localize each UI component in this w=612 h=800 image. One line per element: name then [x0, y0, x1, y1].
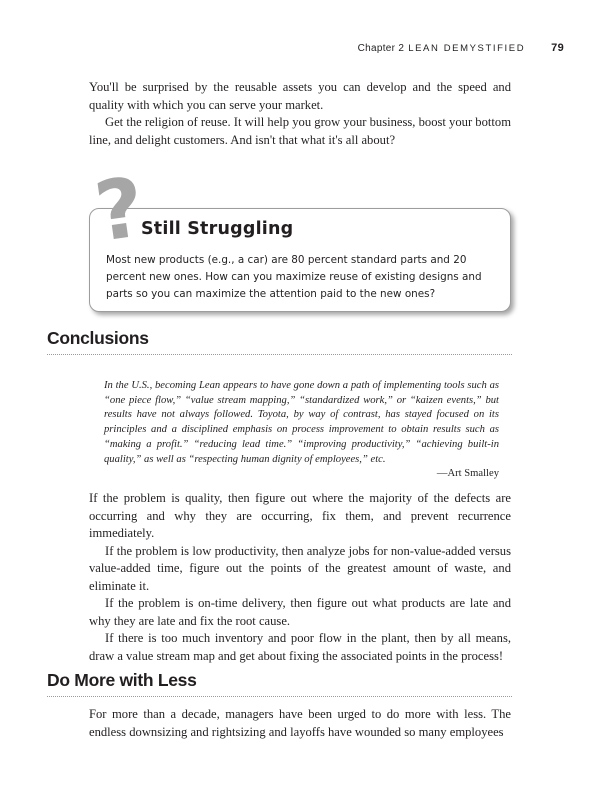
- quote-text: In the U.S., becoming Lean appears to have gone down a path of implementing tools such as “one piece flow,” “value stream mapping,” “standardized work,” or “kaizen events,” but results have not always followed. Toyota, by way of contrast, has stayed focused on its principles and a disciplined emphasis on process improvement to obtain results such as “making a profit.” “reducing lead time.” “improving productivity,” “achieving built-in quality,” as well as “respecting human dignity of employees,” etc.: [104, 380, 499, 465]
- still-struggling-title: Still Struggling: [141, 219, 294, 239]
- do-more-paragraph: For more than a decade, managers have been urged to do more with less. The endless downsizing and rightsizing and layoffs have wounded so many employees: [89, 707, 511, 739]
- still-struggling-body: Most new products (e.g., a car) are 80 percent standard parts and 20 percent new ones. How can you maximize reuse of existing designs and parts so you can maximize the attention paid to the new ones?: [106, 254, 482, 300]
- conclusions-heading: Conclusions: [47, 328, 512, 355]
- question-mark-icon: ?: [89, 160, 150, 261]
- block-quote: [104, 379, 499, 482]
- conclusions-text: [89, 490, 511, 665]
- conclusions-paragraph: If the problem is quality, then figure out where the majority of the defects are occurring and why they are occurring, fix them, and prevent recurrence immediately.: [89, 491, 511, 540]
- intro-text: [89, 79, 511, 149]
- running-head: [358, 42, 564, 54]
- page-number: 79: [551, 42, 564, 54]
- chapter-title: LEAN DEMYSTIFIED: [408, 43, 526, 54]
- do-more-heading: Do More with Less: [47, 670, 512, 697]
- still-struggling-box: [89, 208, 511, 312]
- intro-paragraph: You'll be surprised by the reusable assets you can develop and the speed and quality with which you can serve your market.: [89, 80, 511, 112]
- quote-attribution: —Art Smalley: [436, 468, 499, 480]
- conclusions-paragraph: If the problem is low productivity, then analyze jobs for non-value-added versus value-added time, figure out the points of the greatest amount of waste, and eliminate it.: [89, 543, 511, 593]
- conclusions-paragraph: If there is too much inventory and poor flow in the plant, then by all means, draw a value stream map and get about fixing the associated points in the process!: [89, 631, 511, 663]
- do-more-text: [89, 706, 511, 741]
- intro-paragraph: Get the religion of reuse. It will help you grow your business, boost your bottom line, and delight customers. And isn't that what it's all about?: [89, 115, 511, 147]
- conclusions-paragraph: If the problem is on-time delivery, then figure out what products are late and why they are late and fix the root cause.: [89, 596, 511, 628]
- chapter-label: Chapter 2: [357, 43, 405, 54]
